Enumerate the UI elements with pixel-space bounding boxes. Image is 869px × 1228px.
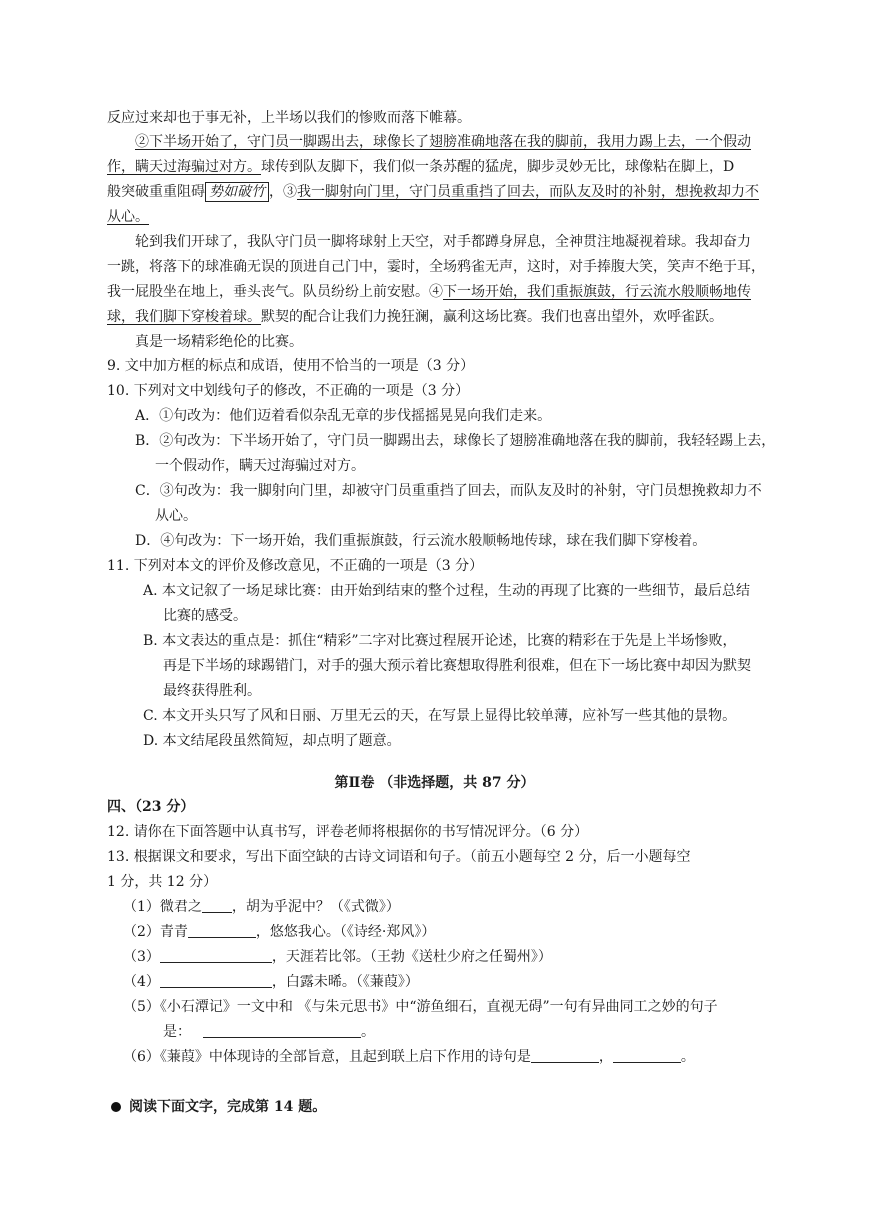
passage-line-6: 轮到我们开球了，我队守门员一脚将球射上天空，对手都蹲身屏息，全神贯注地凝视着球。我却奋力 — [135, 234, 751, 250]
passage-text: 默契的配合让我们力挽狂澜，赢利这场比赛。我们也喜出望外，欢呼雀跃。 — [261, 309, 723, 325]
passage-text: 般突破重重阻碍 — [107, 184, 205, 200]
item-text: （1）微君之 — [123, 899, 202, 915]
question-10-option-c-cont: 从心。 — [155, 508, 197, 524]
question-13-stem-cont: 1 分，共 12 分） — [107, 874, 218, 890]
item-text: ，白露未晞。（《蒹葭》） — [271, 974, 419, 990]
item-text: 。 — [361, 1024, 375, 1040]
question-13-item-3 — [123, 947, 552, 967]
boxed-idiom: 势如破竹 — [205, 182, 269, 202]
passage-line-9 — [107, 307, 723, 327]
question-13-item-6 — [123, 1047, 695, 1067]
part-four-heading: 四、（23 分） — [107, 799, 195, 815]
underlined-sentence-4: 下一场开始，我们重振旗鼓，行云流水般顺畅地传 — [443, 284, 751, 300]
question-9: 9. 文中加方框的标点和成语，使用不恰当的一项是（3 分） — [107, 358, 475, 374]
bullet-icon — [111, 1102, 121, 1112]
passage-text: 球传到队友脚下，我们似一条苏醒的猛虎，脚步灵妙无比，球像粘在脚上，D — [261, 159, 735, 175]
answer-blank[interactable] — [188, 923, 256, 938]
item-text: 。 — [680, 1049, 695, 1065]
passage-line-10: 真是一场精彩绝伦的比赛。 — [135, 334, 303, 350]
question-11-option-b-cont: 再是下半场的球踢错门，对手的强大预示着比赛想取得胜利很难，但在下一场比赛中却因为默契 — [163, 658, 751, 674]
underlined-sentence-3-end: 从心。 — [107, 209, 149, 225]
passage-line-4 — [107, 182, 759, 202]
passage-line-5 — [107, 207, 149, 227]
passage-line-2 — [107, 132, 751, 152]
question-10-option-a: A．①句改为：他们迈着看似杂乱无章的步伐摇摇晃晃向我们走来。 — [135, 408, 552, 424]
question-11-stem: 11. 下列对本文的评价及修改意见，不正确的一项是（3 分） — [107, 558, 484, 574]
item-text: （3） — [123, 949, 160, 965]
section-title: 第Ⅱ卷 （非选择题，共 87 分） — [334, 775, 535, 791]
question-12: 12. 请你在下面答题中认真书写，评卷老师将根据你的书写情况评分。（6 分） — [107, 824, 589, 840]
passage-text: ，③ — [269, 184, 297, 200]
question-10-stem: 10. 下列对文中划线句子的修改，不正确的一项是（3 分） — [107, 383, 470, 399]
passage-line-7: 一跳，将落下的球准确无误的顶进自己门中，霎时，全场鸦雀无声，这时，对手捧腹大笑，笑声不绝于耳， — [107, 259, 765, 275]
answer-blank[interactable] — [160, 948, 272, 963]
passage-line-3 — [107, 157, 734, 177]
passage-text: 我一屁股坐在地上，垂头丧气。队员纷纷上前安慰。④ — [107, 284, 443, 300]
item-text: （2）青青 — [123, 924, 188, 940]
question-10-option-b-cont: 一个假动作，瞒天过海骗过对方。 — [155, 458, 365, 474]
item-text: ，悠悠我心。（《诗经·郑风》） — [255, 924, 436, 940]
question-11-option-d: D. 本文结尾段虽然简短，却点明了题意。 — [143, 733, 401, 749]
answer-blank[interactable] — [203, 1023, 361, 1038]
item-text: （6）《蒹葭》中体现诗的全部旨意，且起到联上启下作用的诗句是 — [123, 1049, 531, 1065]
passage-line-1: 反应过来却也于事无补，上半场以我们的惨败而落下帷幕。 — [107, 110, 471, 126]
question-13-item-1 — [123, 897, 400, 917]
reading-prompt-text: 阅读下面文字，完成第 14 题。 — [129, 1099, 327, 1115]
question-11-option-b-cont2: 最终获得胜利。 — [163, 683, 261, 699]
item-text: ， — [598, 1049, 613, 1065]
question-10-option-d: D．④句改为：下一场开始，我们重振旗鼓，行云流水般顺畅地传球，球在我们脚下穿梭着。 — [135, 533, 707, 549]
answer-blank[interactable] — [531, 1048, 599, 1063]
question-10-option-b: B．②句改为：下半场开始了，守门员一脚踢出去，球像长了翅膀准确地落在我的脚前，我轻轻踢上去， — [135, 433, 776, 449]
question-11-option-a-cont: 比赛的感受。 — [163, 608, 247, 624]
underlined-sentence-3: 我一脚射向门里，守门员重重挡了回去，而队友及时的补射，想挽救却力不 — [297, 184, 759, 200]
item-text: 是： — [163, 1024, 191, 1040]
reading-prompt — [111, 1097, 326, 1117]
underlined-sentence-2: ②下半场开始了，守门员一脚踢出去，球像长了翅膀准确地落在我的脚前，我用力踢上去，一个假动 — [135, 134, 751, 150]
item-text: ，胡为乎泥中？（《式微》） — [231, 899, 400, 915]
question-13-item-5-cont — [163, 1022, 375, 1042]
question-11-option-a: A. 本文记叙了一场足球比赛：由开始到结束的整个过程，生动的再现了比赛的一些细节，最后总结 — [143, 583, 751, 599]
question-11-option-b: B. 本文表达的重点是：抓住“精彩”二字对比赛过程展开论述，比赛的精彩在于先是上半场惨败， — [143, 633, 737, 649]
question-11-option-c: C. 本文开头只写了风和日丽、万里无云的天，在写景上显得比较单薄，应补写一些其他的景物。 — [143, 708, 737, 724]
answer-blank[interactable] — [613, 1048, 681, 1063]
question-13-stem: 13. 根据课文和要求，写出下面空缺的古诗文词语和句子。（前五小题每空 2 分，后一小题每空 — [107, 849, 691, 865]
item-text: ，天涯若比邻。（王勃《送杜少府之任蜀州》） — [271, 949, 552, 965]
question-10-option-c: C．③句改为：我一脚射向门里，却被守门员重重挡了回去，而队友及时的补射，守门员想挽救却力不 — [135, 483, 762, 499]
question-13-item-5: （5）《小石潭记》一文中和 《与朱元思书》中“游鱼细石，直视无碍”一句有异曲同工之妙的句子 — [123, 999, 718, 1015]
underlined-sentence-2-end: 作，瞒天过海骗过对方。 — [107, 159, 261, 175]
underlined-sentence-4-end: 球，我们脚下穿梭着球。 — [107, 309, 261, 325]
item-text: （4） — [123, 974, 160, 990]
answer-blank[interactable] — [160, 973, 272, 988]
passage-line-8 — [107, 282, 751, 302]
question-13-item-4 — [123, 972, 419, 992]
question-13-item-2 — [123, 922, 435, 942]
answer-blank[interactable] — [202, 898, 232, 913]
